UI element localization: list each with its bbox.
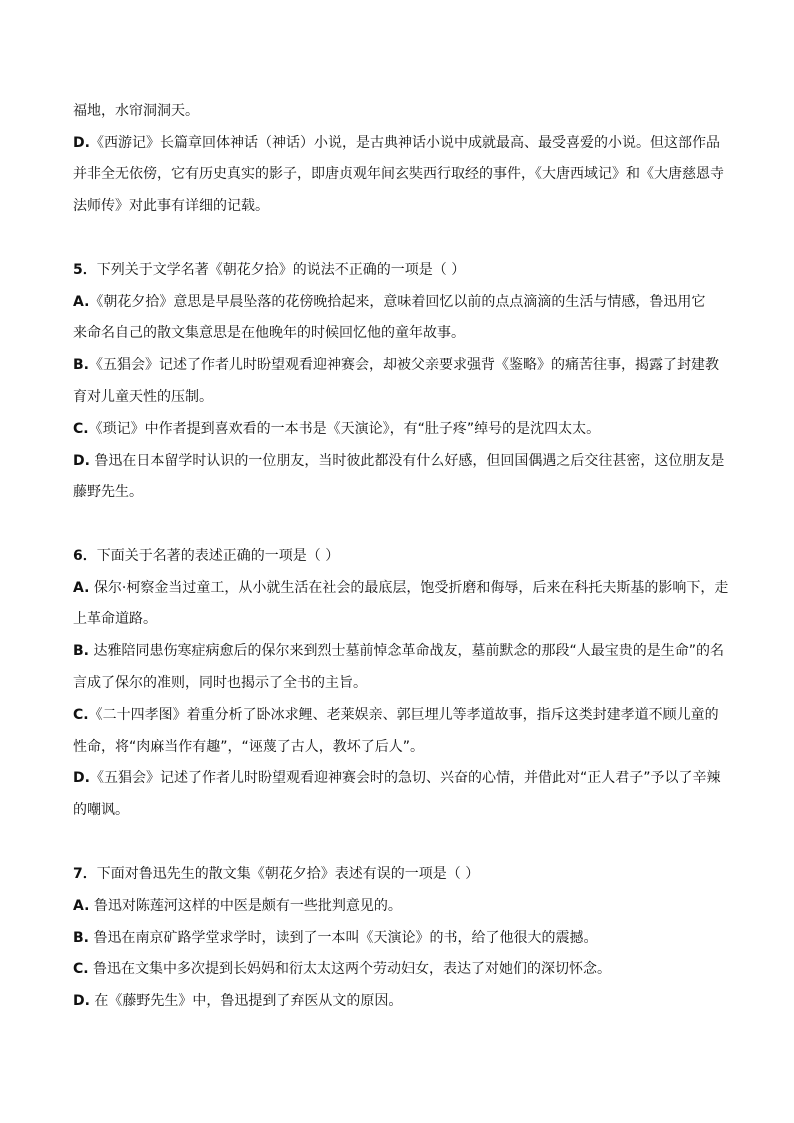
option-label: D. [73,453,90,469]
option-text: 育对儿童天性的压制。 [73,389,213,405]
option-text: 《西游记》长篇章回体神话（神话）小说，是古典神话小说中成就最高、最受喜爱的小说。但这部作品 [89,135,720,151]
question-5-option-d [73,451,724,471]
option-label: C. [73,421,89,437]
option-text: 《琐记》中作者提到喜欢看的一本书是《天演论》，有“肚子疼”绰号的是沈四太太。 [88,421,601,437]
option-label: C. [73,707,89,723]
prev-option-d-line-2 [73,164,724,184]
question-stem: 下面对鲁迅先生的散文集《朝花夕拾》表述有误的一项是（ ） [96,866,480,882]
question-stem: 下面关于名著的表述正确的一项是（ ） [96,548,340,564]
option-text: 在《藤野先生》中，鲁迅提到了弃医从文的原因。 [89,993,403,1009]
option-text: 来命名自己的散文集意思是在他晚年的时候回忆他的童年故事。 [73,325,465,341]
continuation-line [73,101,199,121]
continuation-text: 福地，水帘洞洞天。 [73,103,199,119]
question-6-option-d-line-2 [73,800,129,820]
question-6-stem [73,546,339,566]
option-text: 达雅陪同患伤寒症病愈后的保尔来到烈士墓前悼念革命战友，墓前默念的那段“人最宝贵的是生命”的名 [89,643,724,659]
prev-option-d [73,133,720,153]
question-6-option-c [73,705,719,725]
option-text: 上革命道路。 [73,611,157,627]
option-label: D. [73,993,90,1009]
option-text: 鲁迅对陈莲河这样的中医是颇有一些批判意见的。 [89,898,402,914]
question-number: 7． [73,866,97,882]
question-7-option-a [73,896,402,916]
question-5-option-d-line-2 [73,482,143,502]
question-7-option-d [73,991,402,1011]
option-label: D. [73,135,90,151]
question-5-option-b-line-2 [73,387,213,407]
option-text: 《朝花夕拾》意思是早晨坠落的花傍晚拾起来，意味着回忆以前的点点滴滴的生活与情感，鲁迅用它 [89,294,706,310]
option-label: C. [73,961,89,977]
question-5-option-a [73,292,705,312]
option-text: 并非全无依傍，它有历史真实的影子，即唐贞观年间玄奘西行取经的事件，《大唐西域记》和《大唐慈恩寺 [73,166,724,182]
option-text: 的嘲讽。 [73,802,129,818]
option-label: A. [73,294,90,310]
question-6-option-c-line-2 [73,737,424,757]
question-7-stem [73,864,479,884]
prev-option-d-line-3 [73,196,269,216]
option-text: 鲁迅在文集中多次提到长妈妈和衍太太这两个劳动妇女，表达了对她们的深切怀念。 [88,961,612,977]
question-5-option-b [73,355,719,375]
option-label: D. [73,770,90,786]
option-label: B. [73,643,89,659]
option-text: 言成了保尔的准则，同时也揭示了全书的主旨。 [73,675,367,691]
option-text: 性命，将“肉麻当作有趣”，“诬蔑了古人，教坏了后人”。 [73,739,425,755]
option-text: 鲁迅在南京矿路学堂求学时，读到了一本叫《天演论》的书，给了他很大的震撼。 [89,930,598,946]
option-text: 《五猖会》记述了作者儿时盼望观看迎神赛会，却被父亲要求强背《鉴略》的痛苦往事，揭露了封建教 [89,357,719,373]
question-6-option-b [73,641,724,661]
question-stem: 下列关于文学名著《朝花夕拾》的说法不正确的一项是（ ） [96,262,466,278]
option-label: A. [73,580,90,596]
question-5-option-c [73,419,600,439]
question-5-option-a-line-2 [73,323,465,343]
option-text: 鲁迅在日本留学时认识的一位朋友，当时彼此都没有什么好感，但回国偶遇之后交往甚密，这位朋友是 [89,453,725,469]
question-7-option-c [73,959,611,979]
question-6-option-a [73,578,728,598]
option-label: B. [73,930,89,946]
option-text: 《五猖会》记述了作者儿时盼望观看迎神赛会时的急切、兴奋的心情，并借此对“正人君子”予以了辛辣 [89,770,721,786]
question-5-stem [73,260,465,280]
option-text: 藤野先生。 [73,484,143,500]
question-number: 6． [73,548,97,564]
option-text: 法师传》对此事有详细的记载。 [73,198,269,214]
question-number: 5． [73,262,97,278]
question-7-option-b [73,928,597,948]
option-label: B. [73,357,89,373]
question-6-option-b-line-2 [73,673,367,693]
option-text: 保尔·柯察金当过童工，从小就生活在社会的最底层，饱受折磨和侮辱，后来在科托夫斯基的影响下，走 [89,580,729,596]
option-text: 《二十四孝图》着重分析了卧冰求鲤、老莱娱亲、郭巨埋儿等孝道故事，指斥这类封建孝道不顾儿童的 [88,707,719,723]
question-6-option-d [73,768,720,788]
question-6-option-a-line-2 [73,609,157,629]
option-label: A. [73,898,90,914]
